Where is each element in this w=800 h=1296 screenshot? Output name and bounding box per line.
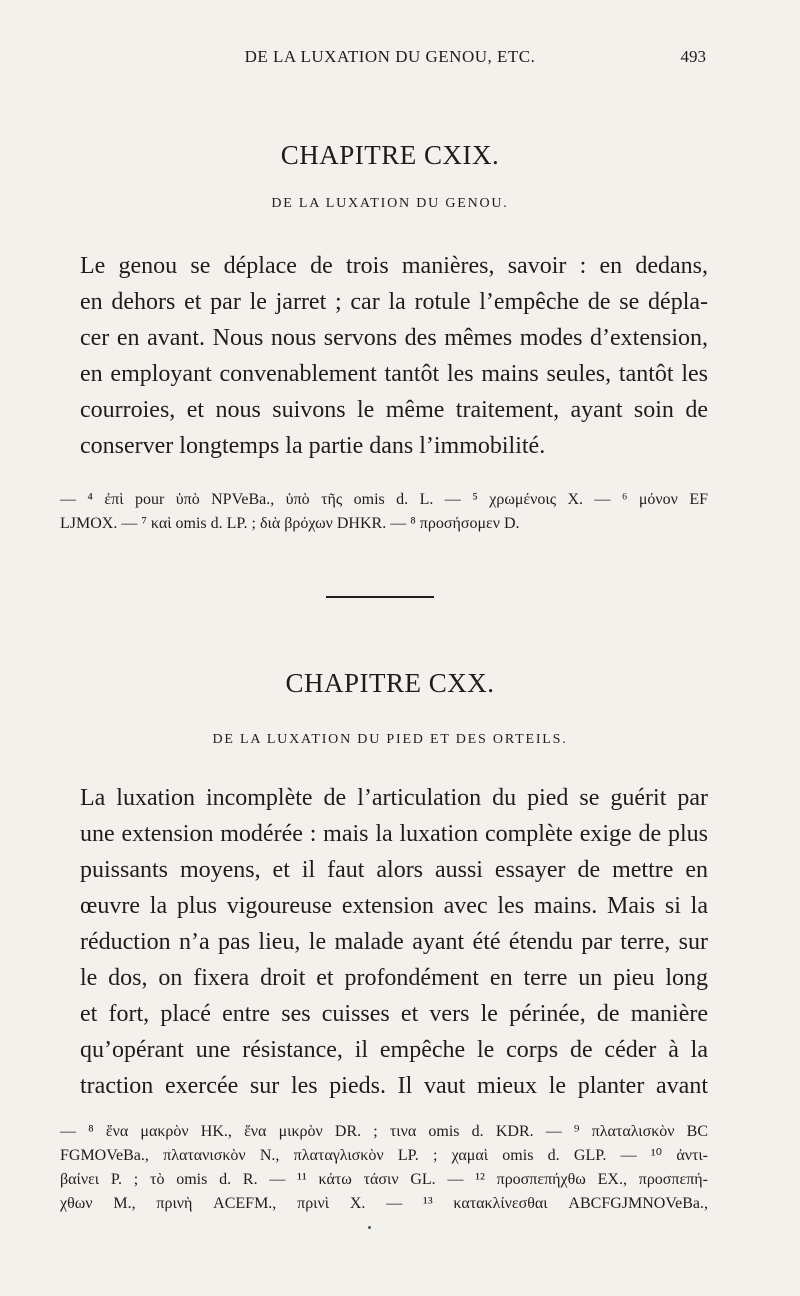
note-line: FGMOVeBa., πλατανισκὸν N., πλαταγλισκὸν LP. ; χαμαὶ omis d. GLP. — ¹⁰ ἀντι- xyxy=(60,1147,708,1164)
paragraph-line: réduction n’a pas lieu, le malade ayant été étendu par terre, sur xyxy=(80,929,708,955)
paragraph-line: en employant convenablement tantôt les mains seules, tantôt les xyxy=(80,361,708,387)
chapter-cxx-paragraph xyxy=(80,780,708,1104)
section-separator xyxy=(326,596,434,598)
running-head xyxy=(0,47,800,71)
chapter-subtitle-cxx: DE LA LUXATION DU PIED ET DES ORTEILS. xyxy=(212,732,568,747)
paragraph-line: puissants moyens, et il faut alors aussi essayer de mettre en xyxy=(80,857,708,883)
paragraph-line: conserver longtemps la partie dans l’immobilité. xyxy=(80,433,546,459)
chapter-title-cxx: CHAPITRE CXX. xyxy=(285,668,495,698)
page-number: 493 xyxy=(680,47,706,66)
chapter-subtitle-cxix: DE LA LUXATION DU GENOU. xyxy=(271,196,509,211)
running-title: DE LA LUXATION DU GENOU, ETC. xyxy=(244,47,536,66)
chapter-cxix-notes xyxy=(60,488,708,536)
paragraph-line: le dos, on fixera droit et profondément en terre un pieu long xyxy=(80,965,708,991)
chapter-cxix-paragraph xyxy=(80,248,708,464)
note-line: χθων M., πρινὴ ACEFM., πρινὶ X. — ¹³ κατακλίνεσθαι ABCFGJMNOVeBa., xyxy=(60,1195,708,1212)
paragraph-line: qu’opérant une résistance, il empêche le corps de céder à la xyxy=(80,1037,708,1063)
print-speck xyxy=(368,1226,371,1229)
note-line: — ⁴ ἐπὶ pour ὑπὸ NPVeBa., ὑπὸ τῆς omis d. L. — ⁵ χρωμένοις X. — ⁶ μόνον EF xyxy=(60,491,708,508)
paragraph-line: courroies, et nous suivons le même traitement, ayant soin de xyxy=(80,397,708,423)
paragraph-line: une extension modérée : mais la luxation complète exige de plus xyxy=(80,821,708,847)
paragraph-line: en dehors et par le jarret ; car la rotule l’empêche de se dépla- xyxy=(80,289,708,315)
paragraph-line: œuvre la plus vigoureuse extension avec les mains. Mais si la xyxy=(80,893,708,919)
paragraph-line: cer en avant. Nous nous servons des mêmes modes d’extension, xyxy=(80,325,708,351)
note-line: — ⁸ ἕνα μακρὸν HK., ἕνα μικρὸν DR. ; τινα omis d. KDR. — ⁹ πλαταλισκὸν BC xyxy=(60,1123,708,1140)
chapter-title-cxix: CHAPITRE CXIX. xyxy=(280,140,500,170)
paragraph-line: traction exercée sur les pieds. Il vaut mieux le planter avant xyxy=(80,1073,708,1099)
paragraph-line: et fort, placé entre ses cuisses et vers le périnée, de manière xyxy=(80,1001,708,1027)
note-line: LJMOX. — ⁷ καὶ omis d. LP. ; διὰ βρόχων DHKR. — ⁸ προσήσομεν D. xyxy=(60,515,520,532)
paragraph-line: Le genou se déplace de trois manières, savoir : en dedans, xyxy=(80,253,708,279)
chapter-cxx-notes xyxy=(60,1120,708,1216)
note-line: βαίνει P. ; τὸ omis d. R. — ¹¹ κάτω τάσιν GL. — ¹² προσπεπήχθω EX., προσπεπή- xyxy=(60,1171,708,1188)
paragraph-line: La luxation incomplète de l’articulation du pied se guérit par xyxy=(80,785,708,811)
